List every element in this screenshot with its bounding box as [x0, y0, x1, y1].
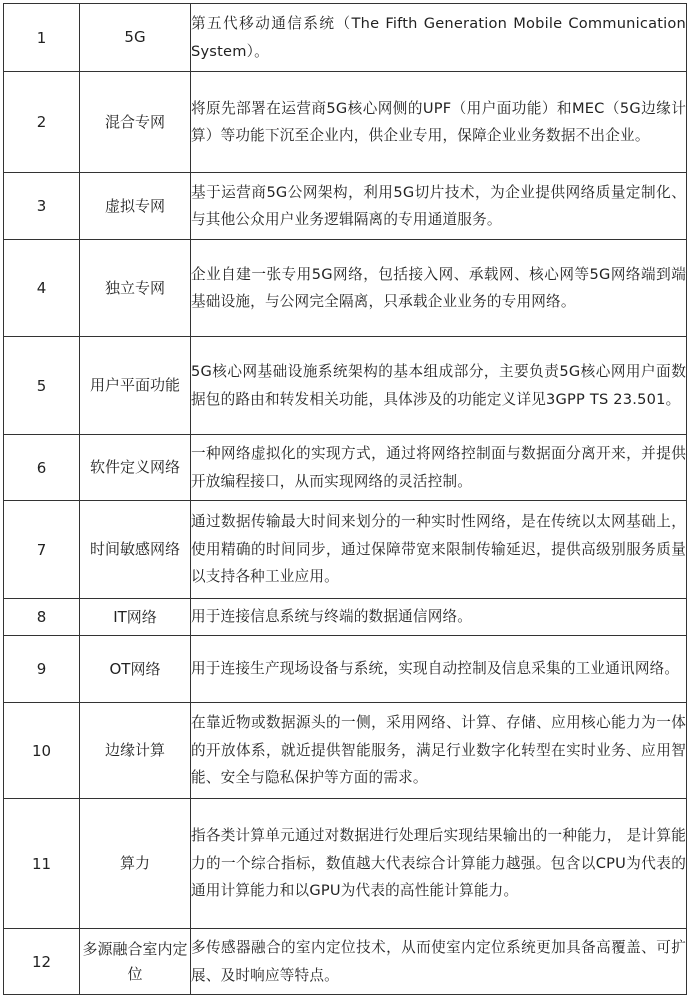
term-cell: 边缘计算: [80, 703, 191, 799]
row-number: 3: [4, 173, 80, 240]
table-row: [4, 501, 687, 599]
row-number: 1: [4, 4, 80, 72]
term-cell: 虚拟专网: [80, 173, 191, 240]
definition-cell: 通过数据传输最大时间来划分的一种实时性网络，是在传统以太网基础上，使用精确的时间同步，通过保障带宽来限制传输延迟，提供高级别服务质量以支持各种工业应用。: [191, 501, 687, 599]
table-row: [4, 703, 687, 799]
table-row: [4, 4, 687, 72]
definition-cell: 用于连接生产现场设备与系统，实现自动控制及信息采集的工业通讯网络。: [191, 636, 687, 703]
table-row: [4, 240, 687, 337]
term-cell: 独立专网: [80, 240, 191, 337]
table-row: [4, 636, 687, 703]
definition-cell: 将原先部署在运营商5G核心网侧的UPF（用户面功能）和MEC（5G边缘计算）等功能下沉至企业内，供企业专用，保障企业业务数据不出企业。: [191, 72, 687, 173]
term-cell: 混合专网: [80, 72, 191, 173]
table-row: [4, 929, 687, 995]
table-row: [4, 337, 687, 435]
row-number: 9: [4, 636, 80, 703]
glossary-table: [3, 3, 687, 995]
row-number: 7: [4, 501, 80, 599]
definition-cell: 第五代移动通信系统（The Fifth Generation Mobile Communication System）。: [191, 4, 687, 72]
row-number: 11: [4, 799, 80, 929]
table-row: [4, 799, 687, 929]
definition-cell: 指各类计算单元通过对数据进行处理后实现结果输出的一种能力， 是计算能力的一个综合指标，数值越大代表综合计算能力越强。包含以CPU为代表的通用计算能力和以GPU为代表的高性能计算能力。: [191, 799, 687, 929]
term-cell: 多源融合室内定位: [80, 929, 191, 995]
table-row: [4, 72, 687, 173]
definition-cell: 用于连接信息系统与终端的数据通信网络。: [191, 599, 687, 636]
row-number: 5: [4, 337, 80, 435]
row-number: 10: [4, 703, 80, 799]
table-row: [4, 435, 687, 501]
table-row: [4, 599, 687, 636]
row-number: 4: [4, 240, 80, 337]
term-cell: 算力: [80, 799, 191, 929]
definition-cell: 多传感器融合的室内定位技术，从而使室内定位系统更加具备高覆盖、可扩展、及时响应等特点。: [191, 929, 687, 995]
term-cell: 5G: [80, 4, 191, 72]
term-cell: 软件定义网络: [80, 435, 191, 501]
row-number: 6: [4, 435, 80, 501]
table-row: [4, 173, 687, 240]
definition-cell: 5G核心网基础设施系统架构的基本组成部分，主要负责5G核心网用户面数据包的路由和转发相关功能，具体涉及的功能定义详见3GPP TS 23.501。: [191, 337, 687, 435]
term-cell: OT网络: [80, 636, 191, 703]
term-cell: 时间敏感网络: [80, 501, 191, 599]
term-cell: IT网络: [80, 599, 191, 636]
definition-cell: 企业自建一张专用5G网络，包括接入网、承载网、核心网等5G网络端到端基础设施，与公网完全隔离，只承载企业业务的专用网络。: [191, 240, 687, 337]
definition-cell: 基于运营商5G公网架构，利用5G切片技术，为企业提供网络质量定制化、与其他公众用户业务逻辑隔离的专用通道服务。: [191, 173, 687, 240]
definition-cell: 在靠近物或数据源头的一侧，采用网络、计算、存储、应用核心能力为一体的开放体系，就近提供智能服务，满足行业数字化转型在实时业务、应用智能、安全与隐私保护等方面的需求。: [191, 703, 687, 799]
row-number: 12: [4, 929, 80, 995]
definition-cell: 一种网络虚拟化的实现方式，通过将网络控制面与数据面分离开来，并提供开放编程接口，从而实现网络的灵活控制。: [191, 435, 687, 501]
term-cell: 用户平面功能: [80, 337, 191, 435]
row-number: 8: [4, 599, 80, 636]
row-number: 2: [4, 72, 80, 173]
